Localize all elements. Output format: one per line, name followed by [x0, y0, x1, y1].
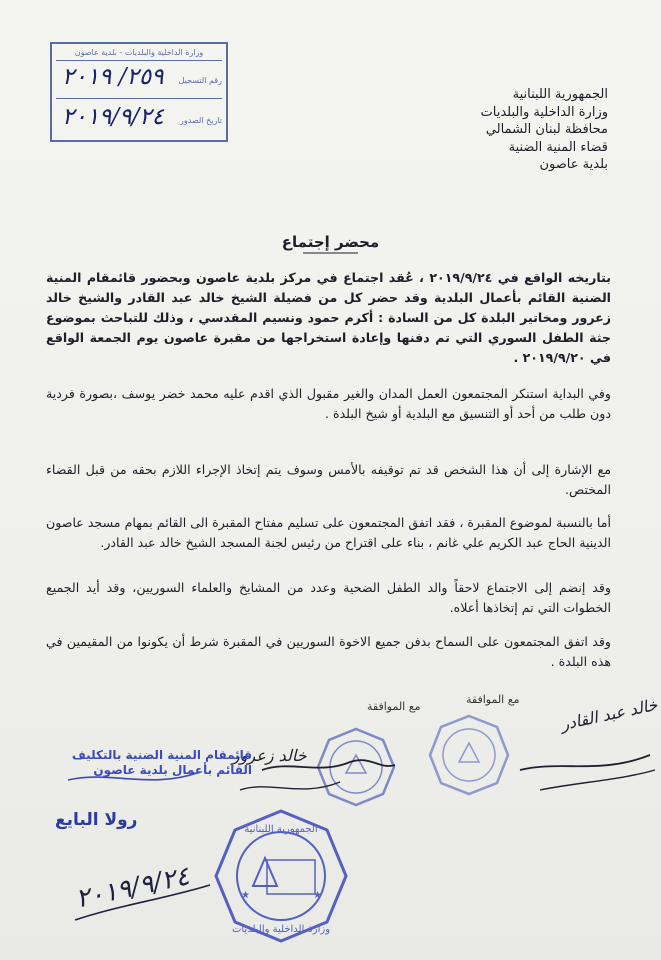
paragraph-cemetery-key: أما بالنسبة لموضوع المقبرة ، فقد اتفق المجتمعون على تسليم مفتاح المقبرة الى القائم بمهام مسجد عاصون الدينية الحاج عبد الكريم علي غانم ، بناء على اقتراح من رئيس لجنة المسجد الشيخ خالد عبد القادر. — [46, 515, 611, 550]
registration-date-label: تاريخ الصدور — [180, 116, 222, 125]
official-title-stamp — [12, 748, 252, 778]
paragraph-opening: بتاريخه الواقع في ٢٠١٩/٩/٢٤ ، عُقد اجتماع في مركز بلدية عاصون وبحضور قائمقام المنية الضنية القائم بأعمال البلدية وقد حضر كل من فضيلة الشيخ خالد عبد القادر والشيخ خالد زعرور ومخاتير البلدة كل من السادة : أكرم حمود ونسيم المقدسي ، وذلك للتباحث بموضوع جثة الطفل السوري التي تم دفنها وإعادة استخراجها من مقبرة عاصون يوم الجمعة الواقع في ٢٠١٩/٩/٢٠ . — [46, 270, 611, 365]
signature-right: خالد عبد القادر — [559, 695, 660, 734]
paragraph-father-joined: وقد إنضم إلى الاجتماع لاحقاً والد الطفل الضحية وعدد من المشايخ والعلماء السوريين، وقد أيد الجميع الخطوات التي تم إتخاذها أعلاه. — [46, 580, 611, 615]
approval-note-left: مع الموافقة — [367, 700, 421, 713]
approval-note-right: مع الموافقة — [466, 693, 520, 706]
registration-number-row — [56, 62, 222, 99]
official-title-line2: القائم بأعمال بلدية عاصون — [93, 763, 252, 777]
signature-date: ٢٠١٩/٩/٢٤ — [73, 861, 193, 915]
letterhead-line: قضاء المنية الضنية — [508, 139, 608, 155]
registration-date-row — [56, 102, 222, 138]
registration-number-label: رقم التسجيل — [178, 76, 222, 85]
round-stamp-center — [316, 727, 396, 807]
registration-number-value: ٢٥٩/ ٢٠١٩ — [62, 64, 164, 90]
registration-header: وزارة الداخلية والبلديات - بلدية عاصون — [56, 46, 222, 61]
svg-text:★: ★ — [313, 890, 322, 901]
svg-text:★: ★ — [241, 890, 250, 901]
letterhead-line: وزارة الداخلية والبلديات — [480, 104, 608, 120]
round-stamp-right — [428, 714, 510, 796]
official-name-stamp: رولا البايع — [55, 810, 138, 830]
paragraph-condemnation: وفي البداية استنكر المجتمعون العمل المدان والغير مقبول الذي اقدم عليه محمد خضر يوسف ،بصورة فردية دون طلب من أحد أو التنسيق مع البلدية أو شيخ البلدة . — [46, 386, 611, 421]
svg-text:وزارة الداخلية والبلديات: وزارة الداخلية والبلديات — [231, 924, 331, 935]
letterhead-line: الجمهورية اللبنانية — [512, 87, 608, 102]
signature-center: خالد زعرور — [232, 746, 307, 765]
large-official-stamp — [213, 808, 349, 944]
registration-stamp-box — [50, 42, 228, 142]
letterhead-line: بلدية عاصون — [539, 157, 608, 172]
document-title: محضر إجتماع — [281, 233, 380, 251]
paragraph-arrest: مع الإشارة إلى أن هذا الشخص قد تم توقيفه بالأمس وسوف يتم إتخاذ الإجراء اللازم بحقه من قبل القضاء المختص. — [46, 462, 611, 497]
letterhead-line: محافظة لبنان الشمالي — [485, 122, 608, 137]
paragraph-burial-agreement: وقد اتفق المجتمعون على السماح بدفن جميع الاخوة السوريين في المقبرة شرط أن يكونوا من المقيمين في هذه البلدة . — [46, 634, 611, 669]
svg-text:الجمهورية اللبنانية: الجمهورية اللبنانية — [244, 824, 318, 835]
registration-date-value: ٢٠١٩/٩/٢٤ — [62, 104, 164, 130]
letterhead — [368, 86, 608, 174]
official-title-line1: قائمقام المنية الضنية بالتكليف — [71, 748, 252, 762]
